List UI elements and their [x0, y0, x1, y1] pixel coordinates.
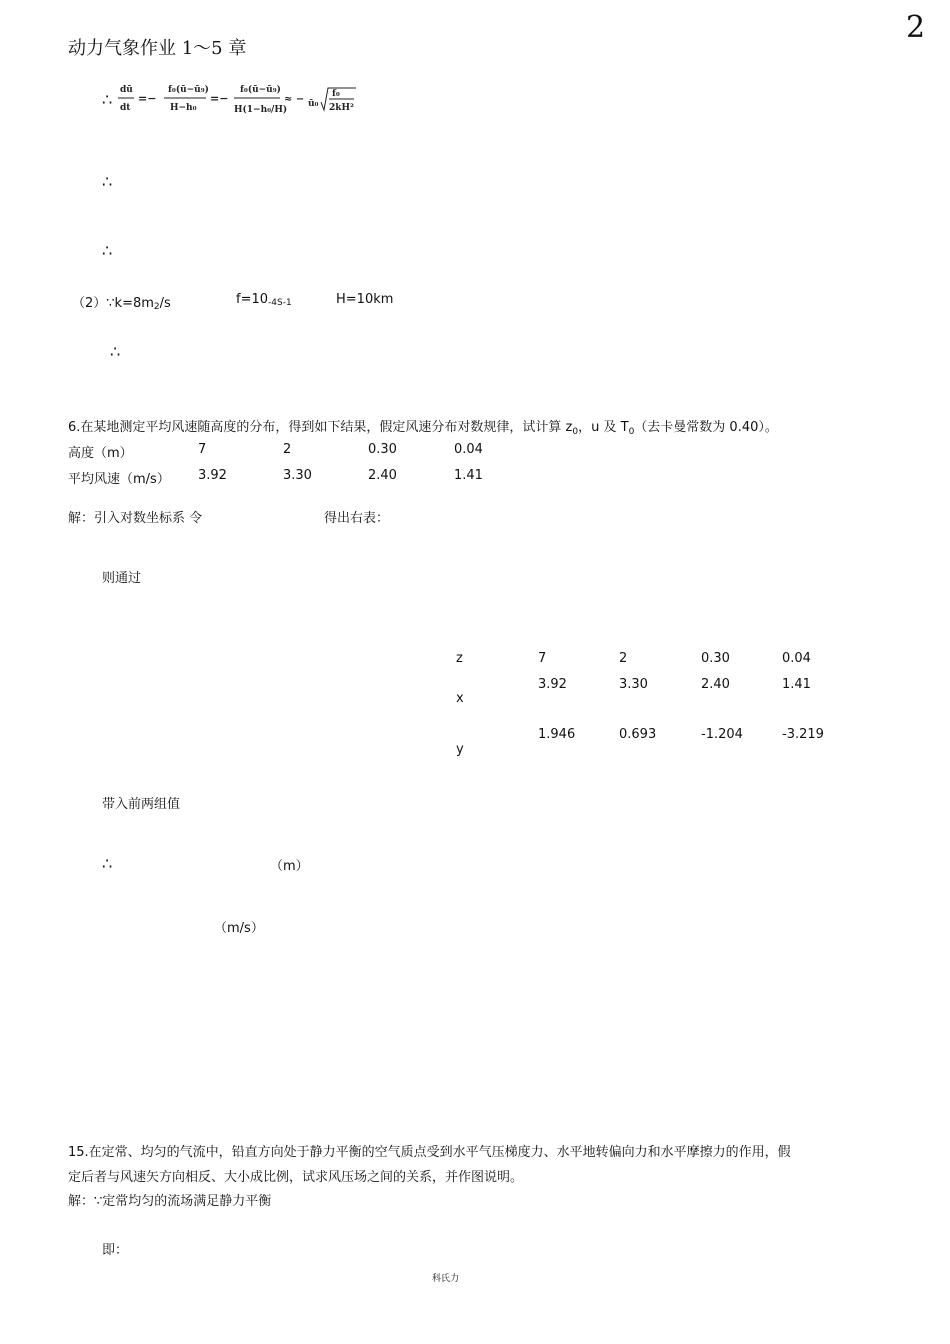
- problem15-solution: 解：∵定常均匀的流场满足静力平衡: [68, 1194, 272, 1209]
- svg-text:ū₀: ū₀: [308, 99, 319, 109]
- header-title: 动力气象作业 1～5 章: [68, 38, 247, 59]
- height-value: 7: [198, 442, 207, 457]
- right-table-label: x: [456, 691, 464, 706]
- height-row-label: 高度（m）: [68, 446, 133, 461]
- svg-text:=−: =−: [210, 92, 229, 105]
- speed-value: 2.40: [368, 468, 397, 483]
- part2-f: [236, 292, 292, 308]
- part2-f-unit: S: [277, 298, 283, 308]
- problem6-statement-c: （去卡曼常数为 0.40）。: [634, 420, 778, 435]
- part2-k-label: （2）∵k=8m: [72, 296, 154, 311]
- problem6-statement-a: 6.在某地测定平均风速随高度的分布，得到如下结果，假定风速分布对数规律，试计算 z: [68, 420, 573, 435]
- speed-value: 3.30: [283, 468, 312, 483]
- speed-row-label: 平均风速（m/s）: [68, 472, 170, 487]
- right-table-cell: 2: [619, 651, 628, 666]
- speed-value: 1.41: [454, 468, 483, 483]
- speed-value: 3.92: [198, 468, 227, 483]
- right-table-cell: 1.41: [782, 677, 811, 692]
- right-table-cell: 0.04: [782, 651, 811, 666]
- svg-text:dt: dt: [120, 103, 131, 113]
- solution6-then: 则通过: [102, 571, 142, 586]
- svg-text:H(1−h₀/H): H(1−h₀/H): [234, 105, 288, 115]
- svg-text:f₀(ū−ū₉): f₀(ū−ū₉): [240, 85, 281, 95]
- solution6-substitute: 带入前两组值: [102, 797, 181, 812]
- right-table-cell: 7: [538, 651, 547, 666]
- svg-text:f₀(ū−ū₉): f₀(ū−ū₉): [168, 85, 209, 95]
- right-table-cell: 0.30: [701, 651, 730, 666]
- problem15-ie: 即：: [102, 1243, 129, 1258]
- part2-H: H=10km: [336, 292, 394, 307]
- problem15-line2: 定后者与风速矢方向相反、大小成比例，试求风压场之间的关系，并作图说明。: [68, 1170, 524, 1185]
- part2-k: [72, 292, 171, 312]
- page-number: 2: [906, 10, 926, 45]
- height-value: 0.04: [454, 442, 483, 457]
- svg-text:=−: =−: [138, 92, 157, 105]
- unit-ms: （m/s）: [214, 921, 264, 936]
- equation-image: [118, 78, 358, 122]
- right-table-cell: 3.30: [619, 677, 648, 692]
- footer-text: 科氏力: [432, 1274, 460, 1284]
- therefore-symbol: ∴: [102, 241, 113, 260]
- right-table-cell: 0.693: [619, 727, 657, 742]
- part2-k-sup: 2: [153, 302, 160, 312]
- height-value: 0.30: [368, 442, 397, 457]
- right-table-cell: 3.92: [538, 677, 567, 692]
- right-table-label: y: [456, 742, 464, 757]
- svg-text:dū: dū: [120, 85, 133, 95]
- solution6-intro: 解：引入对数坐标系 令: [68, 511, 203, 526]
- therefore-symbol: ∴: [102, 854, 113, 873]
- svg-text:≈ −: ≈ −: [284, 94, 305, 105]
- problem6-T-sub: 0: [628, 427, 635, 437]
- therefore-symbol: ∴: [102, 90, 113, 109]
- unit-m: （m）: [270, 859, 309, 874]
- part2-f-sup: -4: [268, 298, 277, 308]
- svg-text:2kH²: 2kH²: [329, 103, 354, 113]
- right-table-cell: -3.219: [782, 727, 824, 742]
- problem6-statement: [68, 416, 778, 437]
- problem15-line1: 15.在定常、均匀的气流中，铅直方向处于静力平衡的空气质点受到水平气压梯度力、水平地转偏向力和水平摩擦力的作用，假: [68, 1145, 791, 1160]
- right-table-cell: 1.946: [538, 727, 576, 742]
- therefore-symbol: ∴: [110, 342, 121, 361]
- part2-f-label: f=10: [236, 292, 269, 307]
- problem6-z-sub: 0: [572, 427, 579, 437]
- problem6-statement-b: ，u 及 T: [578, 420, 629, 435]
- solution6-intro-b: 得出右表：: [324, 511, 390, 526]
- right-table-cell: 2.40: [701, 677, 730, 692]
- right-table-cell: -1.204: [701, 727, 743, 742]
- part2-f-unit-sup: -1: [282, 298, 292, 308]
- part2-k-unit: /s: [159, 296, 171, 311]
- svg-text:f₀: f₀: [332, 89, 340, 99]
- height-value: 2: [283, 442, 292, 457]
- svg-text:H−h₀: H−h₀: [170, 103, 197, 113]
- right-table-label: z: [456, 651, 463, 666]
- therefore-symbol: ∴: [102, 172, 113, 191]
